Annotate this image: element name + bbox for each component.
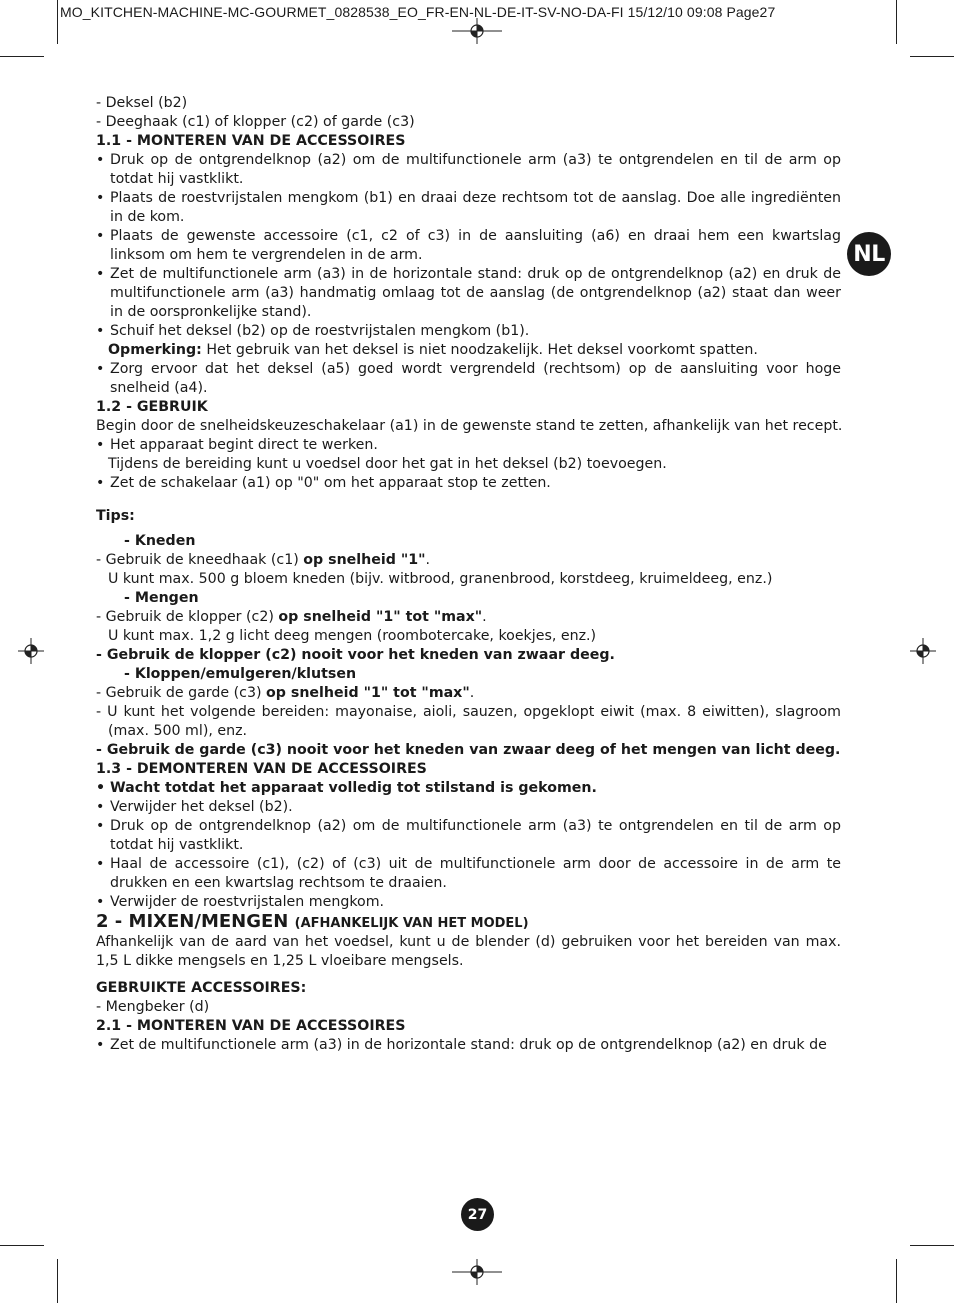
- crop-mark-top-right-v: [896, 0, 897, 44]
- tip-line: - Gebruik de klopper (c2) op snelheid "1" tot "max".: [96, 609, 487, 625]
- bullet-icon: •: [96, 228, 105, 244]
- list-item: • Zet de multifunctionele arm (a3) in de horizontale stand: druk op de ontgrendelknop (a2) en druk de multifunctionele arm (a3) handmatig omlaag tot de aanslag (de ontgrendelknop (a2) staat dan weer in de oorspronkelijke stand).: [96, 266, 841, 320]
- crop-mark-top-left-h: [0, 56, 44, 57]
- bullet-icon: •: [96, 152, 105, 168]
- crop-mark-bottom-left-h: [0, 1245, 44, 1246]
- bullet-icon: •: [96, 1037, 105, 1053]
- list-item: • Wacht totdat het apparaat volledig tot stilstand is gekomen.: [96, 780, 597, 796]
- tip-title-kneden: - Kneden: [124, 533, 196, 549]
- section-heading-1-1: 1.1 - MONTEREN VAN DE ACCESSOIRES: [96, 133, 406, 149]
- list-item: • Druk op de ontgrendelknop (a2) om de multifunctionele arm (a3) te ontgrendelen en til de arm op totdat hij vastklikt.: [96, 152, 841, 187]
- bullet-icon: •: [96, 856, 105, 872]
- crop-mark-bottom-left-v: [57, 1259, 58, 1303]
- bullet-icon: •: [96, 818, 105, 834]
- bullet-icon: •: [96, 475, 105, 491]
- tip-title-mengen: - Mengen: [124, 590, 199, 606]
- tips-heading: Tips:: [96, 508, 135, 524]
- bullet-icon: •: [96, 361, 105, 377]
- list-item: • Schuif het deksel (b2) op de roestvrijstalen mengkom (b1).: [96, 323, 530, 339]
- bullet-icon: •: [96, 437, 105, 453]
- accessory-item: - Mengbeker (d): [96, 999, 210, 1015]
- tip-title-kloppen: - Kloppen/emulgeren/klutsen: [124, 666, 357, 682]
- crop-mark-top-left-v: [57, 0, 58, 44]
- registration-mark-bottom-icon: [452, 1259, 502, 1285]
- list-item: • Zet de multifunctionele arm (a3) in de horizontale stand: druk op de ontgrendelknop (a2) en druk de: [96, 1037, 827, 1053]
- section-heading-2-1: 2.1 - MONTEREN VAN DE ACCESSOIRES: [96, 1018, 406, 1034]
- crop-mark-bottom-right-v: [896, 1259, 897, 1303]
- crop-mark-bottom-right-h: [910, 1245, 954, 1246]
- list-item: • Plaats de roestvrijstalen mengkom (b1) en draai deze rechtsom tot de aanslag. Doe alle ingrediënten in de kom.: [96, 190, 841, 225]
- tip-warning: - Gebruik de garde (c3) nooit voor het kneden van zwaar deeg of het mengen van licht deeg.: [96, 742, 841, 758]
- paragraph: Afhankelijk van de aard van het voedsel, kunt u de blender (d) gebruiken voor het bereiden van max. 1,5 L dikke mengsels en 1,25 L vloeibare mengsels.: [96, 934, 841, 969]
- list-item: • Het apparaat begint direct te werken.: [96, 437, 378, 453]
- list-item: • Verwijder de roestvrijstalen mengkom.: [96, 894, 385, 910]
- tip-warning: - Gebruik de klopper (c2) nooit voor het kneden van zwaar deeg.: [96, 647, 615, 663]
- paragraph: Tijdens de bereiding kunt u voedsel door het gat in het deksel (b2) toevoegen.: [108, 456, 667, 472]
- print-header: MO_KITCHEN-MACHINE-MC-GOURMET_0828538_EO_FR-EN-NL-DE-IT-SV-NO-DA-FI 15/12/10 09:08 Page27: [60, 4, 776, 20]
- intro-line: - Deksel (b2): [96, 95, 188, 111]
- tip-line: - U kunt het volgende bereiden: mayonaise, aioli, sauzen, opgeklopt eiwit (max. 8 eiwitten), slagroom (max. 500 ml), enz.: [96, 704, 841, 739]
- registration-mark-right-icon: [910, 638, 936, 664]
- crop-mark-top-right-h: [910, 56, 954, 57]
- accessories-heading: GEBRUIKTE ACCESSOIRES:: [96, 980, 307, 996]
- bullet-icon: •: [96, 266, 105, 282]
- note-text: Het gebruik van het deksel is niet noodzakelijk. Het deksel voorkomt spatten.: [201, 342, 758, 358]
- bullet-icon: •: [96, 323, 105, 339]
- list-item: • Zet de schakelaar (a1) op "0" om het apparaat stop te zetten.: [96, 475, 551, 491]
- page-content: [96, 94, 841, 1055]
- registration-mark-top-icon: [452, 18, 502, 44]
- registration-mark-left-icon: [18, 638, 44, 664]
- bullet-icon: •: [96, 799, 105, 815]
- language-badge: NL: [847, 232, 891, 276]
- note-label: Opmerking:: [108, 342, 202, 358]
- note: [96, 341, 841, 360]
- list-item: • Haal de accessoire (c1), (c2) of (c3) uit de multifunctionele arm door de accessoire in de arm te drukken en een kwartslag rechtsom te draaien.: [96, 856, 841, 891]
- list-item: • Zorg ervoor dat het deksel (a5) goed wordt vergrendeld (rechtsom) op de aansluiting voor hoge snelheid (a4).: [96, 361, 841, 396]
- tip-line: U kunt max. 500 g bloem kneden (bijv. witbrood, granenbrood, korstdeeg, kruimeldeeg, enz.): [108, 571, 773, 587]
- paragraph: Begin door de snelheidskeuzeschakelaar (a1) in de gewenste stand te zetten, afhankelijk van het recept.: [96, 418, 843, 434]
- tip-line: - Gebruik de kneedhaak (c1) op snelheid "1".: [96, 552, 431, 568]
- page-number: 27: [461, 1198, 494, 1231]
- bullet-icon: •: [96, 894, 105, 910]
- tip-line: - Gebruik de garde (c3) op snelheid "1" tot "max".: [96, 685, 475, 701]
- bullet-icon: •: [96, 780, 106, 796]
- list-item: • Verwijder het deksel (b2).: [96, 799, 293, 815]
- intro-line: - Deeghaak (c1) of klopper (c2) of garde (c3): [96, 114, 415, 130]
- section-heading-2: 2 - MIXEN/MENGEN (AFHANKELIJK VAN HET MODEL): [96, 911, 529, 932]
- section-heading-1-2: 1.2 - GEBRUIK: [96, 399, 208, 415]
- list-item: • Plaats de gewenste accessoire (c1, c2 of c3) in de aansluiting (a6) en draai hem een kwartslag linksom om hem te vergrendelen in de arm.: [96, 228, 841, 263]
- tip-line: U kunt max. 1,2 g licht deeg mengen (roombotercake, koekjes, enz.): [108, 628, 597, 644]
- section-heading-1-3: 1.3 - DEMONTEREN VAN DE ACCESSOIRES: [96, 761, 427, 777]
- list-item: • Druk op de ontgrendelknop (a2) om de multifunctionele arm (a3) te ontgrendelen en til de arm op totdat hij vastklikt.: [96, 818, 841, 853]
- bullet-icon: •: [96, 190, 105, 206]
